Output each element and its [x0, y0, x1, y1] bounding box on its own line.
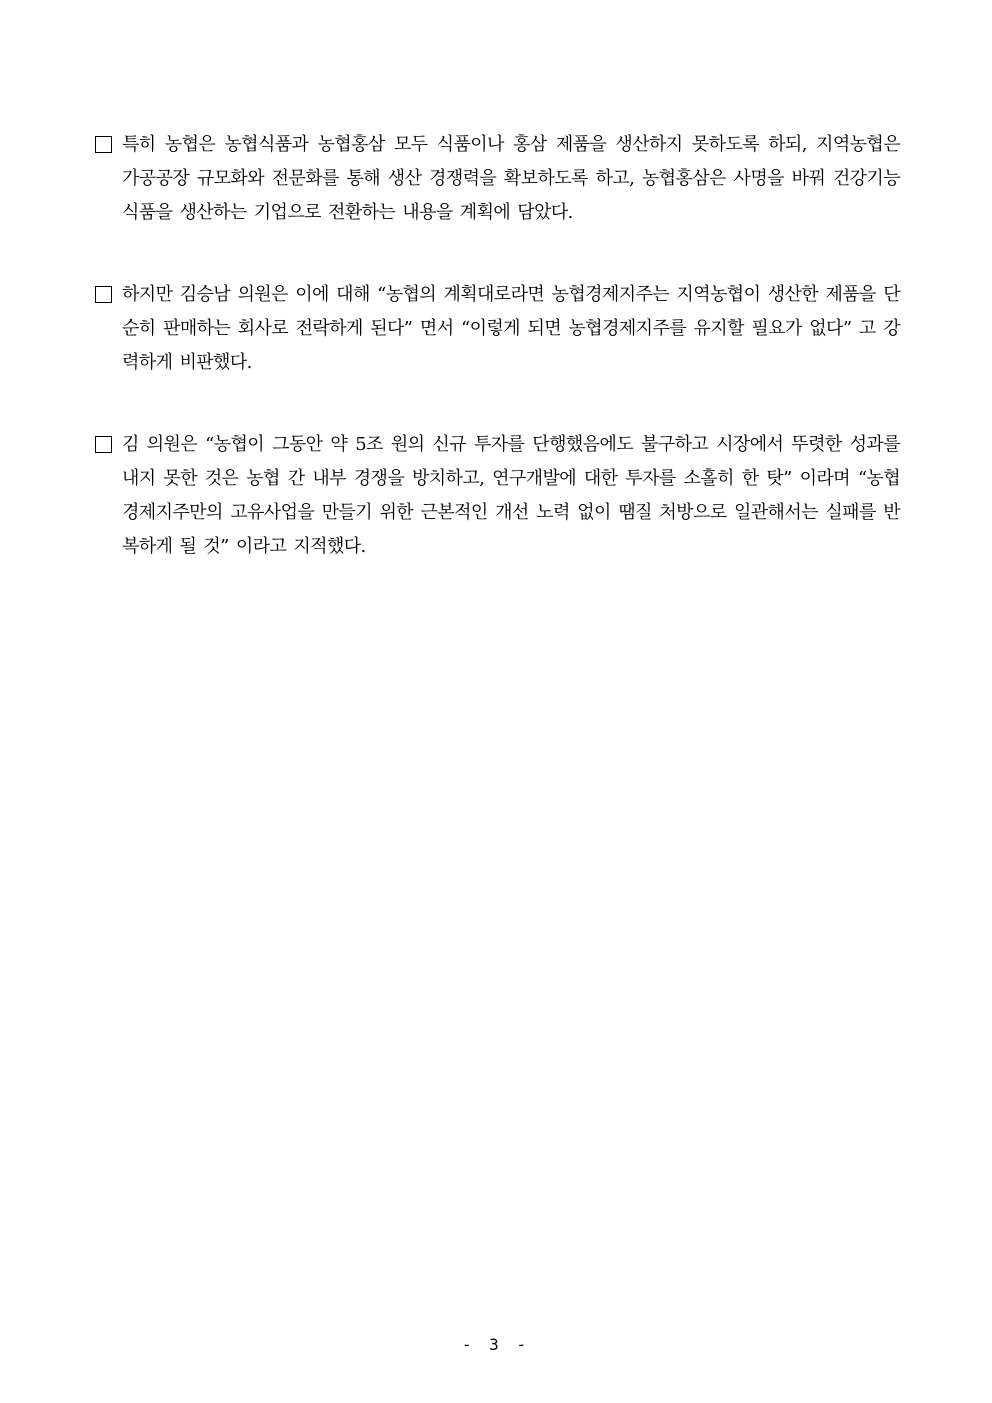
- paragraph-text: 김 의원은 “농협이 그동안 약 5조 원의 신규 투자를 단행했음에도 불구하고 시장에서 뚜렷한 성과를 내지 못한 것은 농협 간 내부 경쟁을 방치하고, 연구개발에 대한 투자를 소홀히 한 탓” 이라며 “농협경제지주만의 고유사업을 만들기 위한 근본적인 개선 노력 없이 땜질 처방으로 일관해서는 실패를 반복하게 될 것” 이라고 지적했다.: [122, 434, 900, 557]
- page-number: - 3 -: [461, 1335, 531, 1354]
- checkbox-bullet-icon: [95, 286, 112, 303]
- paragraph-text: 특히 농협은 농협식품과 농협홍삼 모두 식품이나 홍삼 제품을 생산하지 못하도록 하되, 지역농협은 가공공장 규모화와 전문화를 통해 생산 경쟁력을 확보하도록 하고, 농협홍삼은 사명을 바꿔 건강기능식품을 생산하는 기업으로 전환하는 내용을 계획에 담았다.: [122, 134, 900, 223]
- paragraph-text: 하지만 김승남 의원은 이에 대해 “농협의 계획대로라면 농협경제지주는 지역농협이 생산한 제품을 단순히 판매하는 회사로 전락하게 된다” 면서 “이렇게 되면 농협경제지주를 유지할 필요가 없다” 고 강력하게 비판했다.: [122, 284, 900, 373]
- document-body: [95, 128, 900, 612]
- paragraph-1: [95, 128, 900, 230]
- checkbox-bullet-icon: [95, 136, 112, 153]
- checkbox-bullet-icon: [95, 436, 112, 453]
- paragraph-3: [95, 428, 900, 564]
- paragraph-2: [95, 278, 900, 380]
